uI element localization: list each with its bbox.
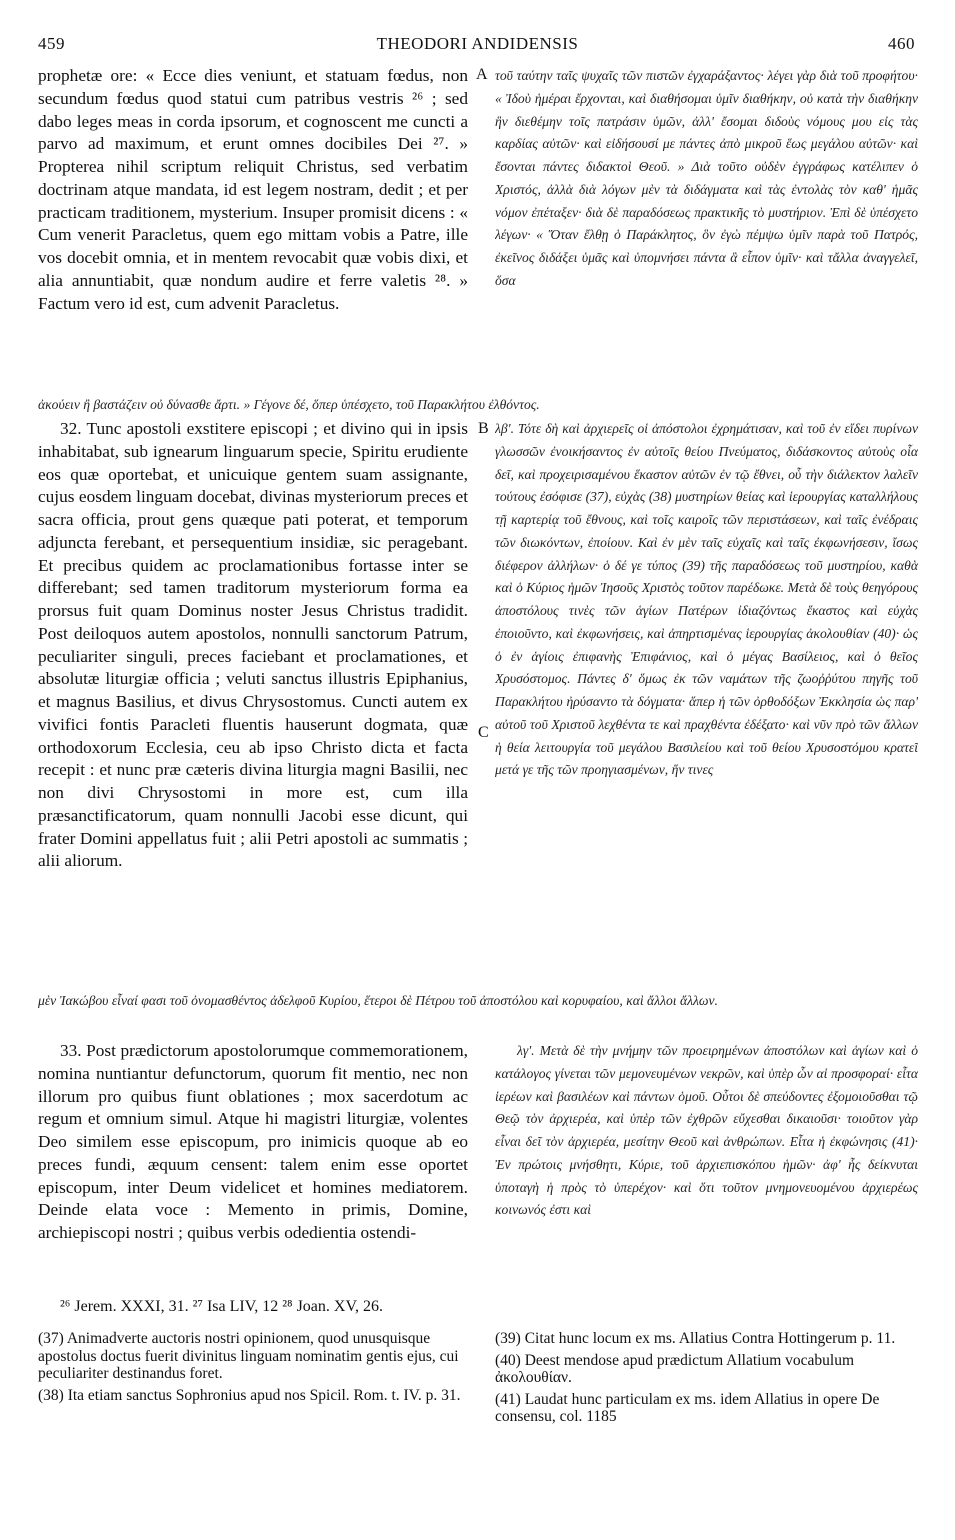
footnote-38: (38) Ita etiam sanctus Sophronius apud nos Spicil. Rom. t. IV. p. 31. [38,1386,461,1404]
latin-column-b [38,418,468,998]
latin-column-c [38,1040,468,1270]
marker-a: A [476,66,488,83]
marker-c: C [478,724,489,741]
greek-full-line-a: ἀκούειν ἢ βαστάζειν οὐ δύνασθε ἄρτι. » Γέγονε δέ, ὅπερ ὑπέσχετο, τοῦ Παρακλήτου ἐλθόντος. [38,397,540,412]
latin-column-a [38,65,468,407]
footnote-41: (41) Laudat hunc particulam ex ms. idem Allatius in opere De consensu, col. 1185 [495,1390,880,1425]
greek-column-c [495,1040,918,1270]
page-number-left: 459 [38,34,65,53]
footnote-37: (37) Animadverte auctoris nostri opinionem, quod unusquisque apostolus doctus fuerit divinitus linguam nominatim gentis ejus, cui peculiariter destinandus foret. [38,1330,459,1382]
latin-paragraph-a: prophetæ ore: « Ecce dies veniunt, et statuam fœdus, non secundum fœdus quod statui cum patribus vestris ²⁶ ; sed dabo leges meas in corda ipsorum, et cognoscent me cuncti a parvo ad maximum, et erunt omnes docibiles Dei ²⁷. » Propterea nihil scriptum reliquit Christus, sed verbatim doctrinam atque mandata, id est legem nostram, dedit ; et per practicam traditionem, mysterium. Insuper promisit dicens : « Cum venerit Paracletus, quem ego mittam vobis a Patre, ille vos docebit omnia, et in mentem revocabit quæ vobis dixi, et alia annuntiabit, quæ nondum audire et ferre valetis ²⁸. » Factum vero id est, cum advenit Paracletus. [38,66,468,313]
greek-column-a [495,65,918,385]
greek-paragraph-c: λγ'. Μετὰ δὲ τὴν μνήμην τῶν προειρημένων ἀποστόλων καὶ ἁγίων καὶ ὁ κατάλογος γίνεται τῶν μεμονευμένων νεκρῶν, καὶ ὑπὲρ ὧν αἱ προσφοραί· εἶτα ἱερέων καὶ βασιλέων καὶ πάντων ὁμοῦ. Οὗτοι δὲ σπεύδοντες ἐξομοιοῦσθαι τῷ Θεῷ τὸν ἀρχιερέα, καὶ ὑπὲρ τῶν ἐχθρῶν εὔχεσθαι δικαιοῦσι· τοιοῦτον γὰρ εἶναι δεῖ τὸν ἀρχιερέα, μεσίτην Θεοῦ καὶ ἀνθρώπων. Εἶτα ἡ ἐκφώνησις (41)· Ἐν πρώτοις μνήσθητι, Κύριε, τοῦ ἀρχιεπισκόπου ἡμῶν· ἀφ' ἧς δείκνυται ὑποταγὴ ἡ πρὸς τὸ ὑπερέχον· καὶ ὅτι τοῦτον μνημονευομένου ἀρχιερέως κοινωνός ἐστι καὶ [495,1043,918,1218]
greek-paragraph-a: τοῦ ταύτην ταῖς ψυχαῖς τῶν πιστῶν ἐγχαράξαντος· λέγει γὰρ διὰ τοῦ προφήτου· « Ἰδοὺ ἡμέραι ἔρχονται, καὶ διαθήσομαι ὑμῖν διαθήκην, οὐ κατὰ τὴν διαθήκην ἣν διεθέμην τοῖς πατράσιν ὑμῶν, ἀλλ' ἔσομαι διδοὺς νόμους μου εἰς τὰς καρδίας αὐτῶν· καὶ εἰδήσουσί με πάντες ἀπὸ μικροῦ ἕως μεγάλου αὐτῶν· καὶ ἔσονται πάντες διδακτοὶ Θεοῦ. » Διὰ τοῦτο οὐδὲν ἐγγράφως κατέλιπεν ὁ Χριστός, ἀλλὰ διὰ λόγων μὲν τὰ διδάγματα καὶ τὰς ἐντολὰς τὸν καθ' ἡμᾶς νόμον ἐπέταξεν· διὰ δὲ παραδόσεως πρακτικῆς τὸ μυστήριον. Ἐπὶ δὲ ὑπέσχετο λέγων· « Ὅταν ἔλθῃ ὁ Παράκλητος, ὃν ἐγὼ πέμψω ὑμῖν παρὰ τοῦ Πατρός, ἐκεῖνος διδάξει ὑμᾶς καὶ ὑπομνήσει πάντα ἃ εἶπον ὑμῖν· καὶ τἄλλα ἀναγγελεῖ, ὅσα [495,68,918,288]
footnotes-left [38,1330,468,1450]
page-number-right: 460 [888,34,915,53]
footnote-40: (40) Deest mendose apud prædictum Allatium vocabulum ἀκολουθίαν. [495,1351,855,1386]
greek-full-line-b: μὲν Ἰακώβου εἶναί φασι τοῦ ὀνομασθέντος ἀδελφοῦ Κυρίου, ἕτεροι δὲ Πέτρου τοῦ ἀποστόλου καὶ κορυφαίου, καὶ ἄλλοι ἄλλων. [38,993,718,1008]
marker-b: B [478,420,489,437]
greek-paragraph-b: λβ'. Τότε δὴ καὶ ἀρχιερεῖς οἱ ἀπόστολοι ἐχρημάτισαν, καὶ τοῦ ἐν εἴδει πυρίνων γλωσσῶν ἐνοικήσαντος ἐν αὐτοῖς θείου Πνεύματος, διδάσκοντος αὐτοὺς οἷα δεῖ, καὶ προχειρισαμένου ἕκαστον αὐτῶν ἐν τῷ ἔθνει, οὗ τὴν διάλεκτον λαλεῖν τούτους ἐσόφισε (37), εὐχὰς (38) μυστηρίων θείας καὶ ἱερουργίας καταλλήλους τῇ καρτερίᾳ τοῦ ἔθνους, καὶ τοῖς καιροῖς τῶν περιστάσεων, καὶ ταῖς ἐνέδραις τῶν διωκόντων, ἐποίουν. Καὶ ἐν μὲν ταῖς εὐχαῖς καὶ ταῖς ἐκφωνήσεσιν, ἴσως διέφερον ἀλλήλων· ὁ δέ γε τύπος (39) τῆς παραδόσεως τοῦ μυστηρίου, καθὰ καὶ ὁ Κύριος ἡμῶν Ἰησοῦς Χριστὸς τοῦτον παρέδωκε. Μετὰ δὲ τοὺς θεηγόρους ἀποστόλους τινὲς τῶν ἁγίων Πατέρων ἰδιαζόντως ἕκαστος καὶ εὐχὰς ἐποιοῦντο, καὶ ἐκφωνήσεις, καὶ ἀπηρτισμένας ἱερουργίας ἀκολουθίαν (40)· ὡς ὁ ἐν ἁγίοις ἐπιφανὴς Ἐπιφάνιος, καὶ ὁ μέγας Βασίλειος, καὶ ὁ θεῖος Χρυσόστομος. Πάντες δ' ὅμως ἐκ τῶν ναμάτων τῆς ζωοῤῥύτου πηγῆς τοῦ Παρακλήτου ἠρύσαντο τὰ δόγματα· ἅπερ ἡ τῶν ὀρθοδόξων Ἐκκλησία ὡς παρ' αὐτοῦ τοῦ Χριστοῦ λεχθέντα τε καὶ πραχθέντα ἐδέξατο· καὶ νῦν πρὸ τῶν ἄλλων ἡ θεία λειτουργία τοῦ μεγάλου Βασιλείου καὶ τοῦ θείου Χρυσοστόμου κρατεῖ μετά γε τῆς τῶν προηγιασμένων, ἥν τινες [495,421,918,778]
running-title: THEODORI ANDIDENSIS [376,34,579,53]
greek-column-b [495,418,918,988]
latin-paragraph-c: 33. Post prædictorum apostolorumque commemorationem, nomina nuntiantur defunctorum, quorum fit mentio, nec non illorum pro quibus fiunt oblationes ; mox sacerdotum ac regum et omnium simul. Atque hi magistri liturgiæ, volentes Deo similem esse episcopum, pro inimicis quoque ab eo preces fundi, æquum censent: talem enim esse oportet episcopum, inter Deum videlicet et homines mediatorem. Deinde elata voce : Memento in primis, Domine, archiepiscopi nostri ; quibus verbis odedientia ostendi- [38,1041,468,1242]
latin-paragraph-b: 32. Tunc apostoli exstitere episcopi ; et divino qui in ipsis inhabitabat, sub ignearum linguarum specie, Spiritu erudiente eos quæ oportebat, et unicuique gentem suam assignante, cujus eosdem linguam docebat, divinas mysteriorum preces et sacra officia, prout gens quæque pati poterat, et temporum adjuncta ferebant, et persequentium insidiæ, sic peragebant. Et precibus quidem ac proclamationibus fortasse inter se differebant; sed tamen traditorum mysteriorum forma ea prorsus fuit quam Dominus noster Jesus Christus tradidit. Post deiloquos autem apostolos, nonnulli sanctorum Patrum, peculiariter singuli, preces faciebant et proclamationes, et absolutæ liturgiæ officia ; veluti sanctus illustris Epiphanius, et magnus Basilius, et divus Chrysostomus. Cuncti autem ex vivifici fontis Paracleti fluentis hauserunt dogmata, quæ orthodoxorum Ecclesia, ceu ab ipso Christo dicta et facta recepit : et nunc præ cæteris divina liturgia magni Basilii, nec non divi Chrysostomi in more est, cum illa præsanctificatorum, quam nonnulli Jacobi esse dicunt, qui frater Domini appellatus fuit ; alii Petri apostoli ac summatis ; alii aliorum. [38,419,468,871]
footnote-39: (39) Citat hunc locum ex ms. Allatius Contra Hottingerum p. 11. [495,1330,896,1347]
scripture-references: ²⁶ Jerem. XXXI, 31. ²⁷ Isa LIV, 12 ²⁸ Joan. XV, 26. [60,1298,383,1315]
footnotes-right [495,1330,918,1450]
